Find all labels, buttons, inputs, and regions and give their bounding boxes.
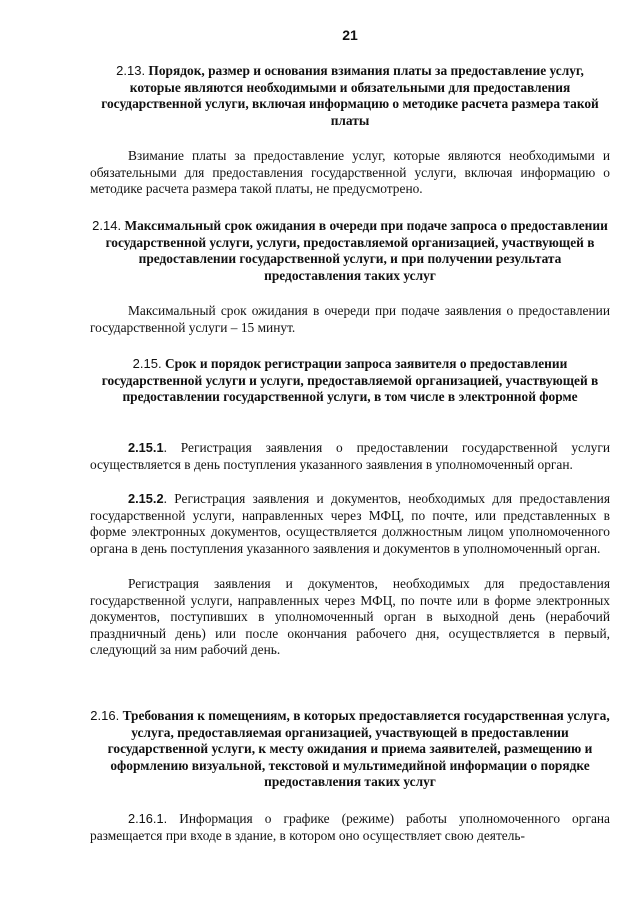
document-page xyxy=(90,0,610,904)
paragraph-text: Информация о графике (режиме) работы уполномоченного органа размещается при входе в здание, в котором оно осуществляет свою деятель- xyxy=(90,811,610,843)
section-2-13-heading xyxy=(90,63,610,129)
paragraph-text: . Регистрация заявления и документов, необходимых для предоставления государственной услуги, направленных через МФЦ, по почте, или представленных в форме электронных документов, осуществляется должностным лицом уполномоченного органа в день поступления указанного заявления и документов в уполномоченный орган. xyxy=(90,491,610,556)
paragraph-text: Взимание платы за предоставление услуг, которые являются необходимыми и обязательными для предоставления государственной услуги, включая информацию о методике расчета размера такой платы, не предусмотрено. xyxy=(90,148,610,197)
paragraph-text: . Регистрация заявления о предоставлении государственной услуги осуществляется в день поступления указанного заявления в уполномоченный орган. xyxy=(90,440,610,472)
section-2-14-heading xyxy=(90,218,610,284)
section-2-15-1-paragraph xyxy=(90,440,610,473)
section-2-14-paragraph xyxy=(90,303,610,336)
page-number: 21 xyxy=(342,27,358,43)
paragraph-text: Регистрация заявления и документов, необходимых для предоставления государственной услуги, направленных через МФЦ, по почте или в форме электронных документов, поступивших в уполномоченный орган в выходной день (нерабочий праздничный день) или после окончания рабочего дня, осуществляется в первый, следующий за ним рабочий день. xyxy=(90,576,610,658)
section-title: Максимальный срок ожидания в очереди при подаче запроса о предоставлении государственной услуги, услуги, предоставляемой организацией, участвующей в предоставлении государственной услуги, и при получении результата предоставления таких услуг xyxy=(105,218,608,283)
section-number: 2.16. xyxy=(90,708,120,723)
section-2-15-2-paragraph xyxy=(90,491,610,557)
section-2-13-paragraph xyxy=(90,148,610,198)
paragraph-text: Максимальный срок ожидания в очереди при подаче заявления о предоставлении государственной услуги – 15 минут. xyxy=(90,303,610,335)
section-2-15-heading xyxy=(90,356,610,406)
section-number: 2.13. xyxy=(116,63,146,78)
section-title: Срок и порядок регистрации запроса заявителя о предоставлении государственной услуги и услуги, предоставляемой организацией, участвующей в предоставлении государственной услуги, в том числе в электронной форме xyxy=(101,356,599,405)
section-title: Требования к помещениям, в которых предоставляется государственная услуга, услуга, предоставляемая организацией, участвующей в предоставлении государственной услуги, к месту ожидания и приема заявителей, размещению и оформлению визуальной, текстовой и мультимедийной информации о порядке предоставления таких услуг xyxy=(107,708,610,790)
section-number: 2.15. xyxy=(132,356,162,371)
paragraph-lead: 2.15.1 xyxy=(128,440,164,455)
section-2-16-heading xyxy=(90,708,610,791)
section-2-15-3-paragraph xyxy=(90,576,610,659)
paragraph-lead: 2.15.2 xyxy=(128,491,164,506)
paragraph-lead: 2.16.1. xyxy=(128,811,168,826)
section-number: 2.14. xyxy=(92,218,122,233)
section-title: Порядок, размер и основания взимания платы за предоставление услуг, которые являются необходимыми и обязательными для предоставления государственной услуги, включая информацию о методике расчета размера такой платы xyxy=(101,63,599,128)
section-2-16-1-paragraph xyxy=(90,811,610,844)
